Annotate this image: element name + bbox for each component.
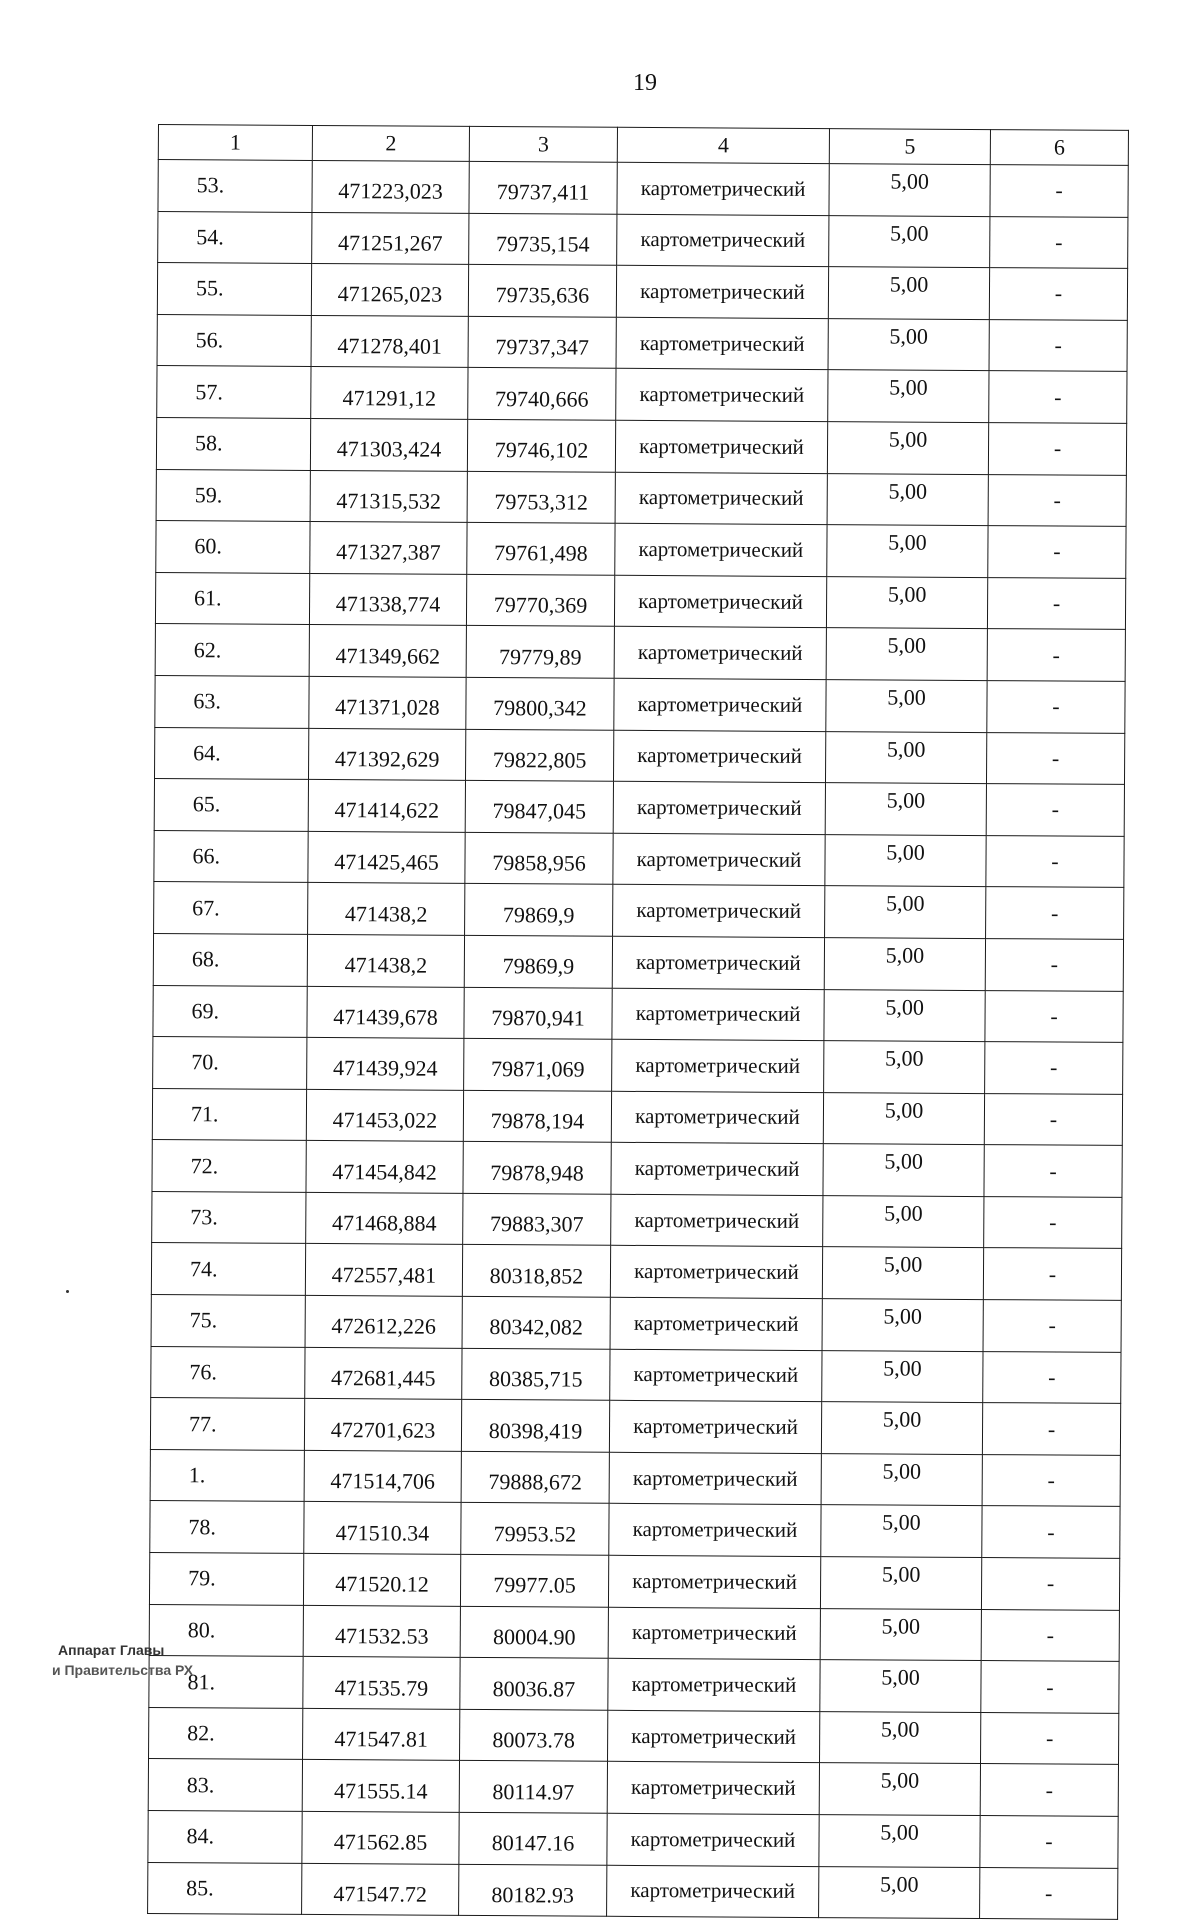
table-row	[157, 314, 1127, 372]
method-cell: картометрический	[616, 369, 828, 422]
y-coordinate-cell: 79878,194	[463, 1090, 611, 1142]
method-cell: картометрический	[607, 1865, 819, 1918]
point-number-cell: 55.	[157, 263, 311, 316]
note-cell: -	[985, 1042, 1123, 1094]
table-row	[154, 779, 1124, 837]
y-coordinate-cell: 80114.97	[459, 1761, 607, 1813]
note-cell: -	[983, 1351, 1121, 1403]
y-coordinate-cell: 79746,102	[467, 419, 615, 471]
point-number-cell: 84.	[148, 1810, 302, 1863]
note-cell: -	[980, 1712, 1118, 1764]
note-cell: -	[984, 1196, 1122, 1248]
y-coordinate-cell: 80182.93	[459, 1864, 607, 1916]
method-cell: картометрический	[611, 1143, 823, 1196]
point-number-cell: 57.	[157, 366, 311, 419]
y-coordinate-cell: 79847,045	[465, 781, 613, 833]
y-coordinate-cell: 79888,672	[461, 1451, 609, 1503]
note-cell: -	[989, 319, 1127, 371]
note-cell: -	[984, 1093, 1122, 1145]
stamp-line-1: Аппарат Главы	[58, 1642, 165, 1658]
table-row	[151, 1295, 1121, 1353]
note-cell: -	[988, 423, 1126, 475]
table-row	[157, 263, 1127, 321]
column-header-1: 1	[158, 125, 312, 161]
method-cell: картометрический	[607, 1813, 819, 1866]
note-cell: -	[990, 216, 1128, 268]
note-cell: -	[980, 1764, 1118, 1816]
table-row	[148, 1810, 1118, 1868]
x-coordinate-cell: 471414,622	[308, 780, 465, 833]
method-cell: картометрический	[616, 265, 828, 318]
accuracy-cell: 5,00	[826, 576, 987, 629]
column-header-4: 4	[617, 127, 829, 163]
note-cell: -	[982, 1506, 1120, 1558]
x-coordinate-cell: 471438,2	[308, 883, 465, 936]
table-row	[149, 1656, 1119, 1714]
table-row	[154, 882, 1124, 940]
point-number-cell: 78.	[150, 1501, 304, 1554]
x-coordinate-cell: 471520.12	[303, 1553, 460, 1606]
accuracy-cell: 5,00	[825, 783, 986, 836]
y-coordinate-cell: 79871,069	[464, 1038, 612, 1090]
method-cell: картометрический	[615, 472, 827, 525]
note-cell: -	[983, 1300, 1121, 1352]
y-coordinate-cell: 79761,498	[467, 523, 615, 575]
table-header-row	[158, 125, 1128, 166]
accuracy-cell: 5,00	[820, 1608, 981, 1661]
accuracy-cell: 5,00	[819, 1866, 980, 1919]
y-coordinate-cell: 79870,941	[464, 987, 612, 1039]
x-coordinate-cell: 471303,424	[310, 418, 467, 471]
accuracy-cell: 5,00	[820, 1557, 981, 1610]
x-coordinate-cell: 471338,774	[309, 573, 466, 626]
table-row	[155, 572, 1125, 630]
y-coordinate-cell: 79737,411	[469, 161, 617, 213]
point-number-cell: 79.	[149, 1553, 303, 1606]
table-row	[151, 1243, 1121, 1301]
accuracy-cell: 5,00	[827, 525, 988, 578]
note-cell: -	[989, 371, 1127, 423]
note-cell: -	[981, 1558, 1119, 1610]
y-coordinate-cell: 80004.90	[460, 1606, 608, 1658]
x-coordinate-cell: 472557,481	[305, 1244, 462, 1297]
accuracy-cell: 5,00	[827, 422, 988, 475]
note-cell: -	[982, 1403, 1120, 1455]
x-coordinate-cell: 471468,884	[306, 1192, 463, 1245]
point-number-cell: 54.	[158, 211, 312, 264]
scan-speck	[66, 1290, 69, 1293]
point-number-cell: 80.	[149, 1604, 303, 1657]
point-number-cell: 85.	[148, 1862, 302, 1915]
x-coordinate-cell: 471510.34	[304, 1502, 461, 1555]
y-coordinate-cell: 80342,082	[462, 1296, 610, 1348]
note-cell: -	[988, 526, 1126, 578]
table-row	[151, 1346, 1121, 1404]
y-coordinate-cell: 79869,9	[464, 935, 612, 987]
x-coordinate-cell: 471425,465	[308, 831, 465, 884]
x-coordinate-cell: 471349,662	[309, 625, 466, 678]
y-coordinate-cell: 79869,9	[465, 884, 613, 936]
note-cell: -	[981, 1661, 1119, 1713]
accuracy-cell: 5,00	[822, 1247, 983, 1300]
note-cell: -	[986, 835, 1124, 887]
accuracy-cell: 5,00	[822, 1299, 983, 1352]
table-row	[154, 830, 1124, 888]
y-coordinate-cell: 80318,852	[462, 1245, 610, 1297]
point-number-cell: 68.	[153, 933, 307, 986]
x-coordinate-cell: 471327,387	[310, 522, 467, 575]
point-number-cell: 75.	[151, 1295, 305, 1348]
accuracy-cell: 5,00	[828, 318, 989, 371]
note-cell: -	[989, 268, 1127, 320]
table-body	[148, 160, 1129, 1920]
note-cell: -	[981, 1609, 1119, 1661]
accuracy-cell: 5,00	[823, 1144, 984, 1197]
method-cell: картометрический	[615, 420, 827, 473]
table-row	[152, 1140, 1122, 1198]
x-coordinate-cell: 471251,267	[312, 212, 469, 265]
method-cell: картометрический	[608, 1710, 820, 1763]
method-cell: картометрический	[611, 1194, 823, 1247]
accuracy-cell: 5,00	[823, 1092, 984, 1145]
point-number-cell: 59.	[156, 469, 310, 522]
x-coordinate-cell: 471547.81	[303, 1708, 460, 1761]
note-cell: -	[986, 887, 1124, 939]
method-cell: картометрический	[614, 575, 826, 628]
y-coordinate-cell: 80073.78	[460, 1709, 608, 1761]
table-row	[152, 1191, 1122, 1249]
table-row	[150, 1449, 1120, 1507]
y-coordinate-cell: 80385,715	[462, 1348, 610, 1400]
table-row	[156, 469, 1126, 527]
accuracy-cell: 5,00	[821, 1505, 982, 1558]
note-cell: -	[986, 784, 1124, 836]
accuracy-cell: 5,00	[826, 628, 987, 681]
stamp-line-2: и Правительства РХ	[52, 1662, 194, 1678]
x-coordinate-cell: 471555.14	[302, 1760, 459, 1813]
x-coordinate-cell: 471547.72	[302, 1863, 459, 1916]
table-row	[155, 675, 1125, 733]
point-number-cell: 69.	[153, 985, 307, 1038]
point-number-cell: 58.	[156, 417, 310, 470]
accuracy-cell: 5,00	[829, 215, 990, 268]
column-header-5: 5	[829, 129, 990, 165]
point-number-cell: 64.	[155, 727, 309, 780]
y-coordinate-cell: 80147.16	[459, 1812, 607, 1864]
x-coordinate-cell: 471371,028	[309, 676, 466, 729]
method-cell: картометрический	[613, 885, 825, 938]
accuracy-cell: 5,00	[821, 1453, 982, 1506]
x-coordinate-cell: 471514,706	[304, 1450, 461, 1503]
table-row	[148, 1759, 1118, 1817]
accuracy-cell: 5,00	[820, 1711, 981, 1764]
table-row	[153, 1037, 1123, 1095]
note-cell: -	[980, 1867, 1118, 1919]
y-coordinate-cell: 79740,666	[468, 368, 616, 420]
accuracy-cell: 5,00	[826, 680, 987, 733]
x-coordinate-cell: 472701,623	[304, 1399, 461, 1452]
accuracy-cell: 5,00	[828, 370, 989, 423]
accuracy-cell: 5,00	[824, 937, 985, 990]
accuracy-cell: 5,00	[828, 267, 989, 320]
method-cell: картометрический	[613, 781, 825, 834]
y-coordinate-cell: 79822,805	[465, 729, 613, 781]
y-coordinate-cell: 80398,419	[461, 1400, 609, 1452]
method-cell: картометрический	[614, 678, 826, 731]
method-cell: картометрический	[609, 1452, 821, 1505]
x-coordinate-cell: 471291,12	[311, 367, 468, 420]
point-number-cell: 65.	[154, 779, 308, 832]
accuracy-cell: 5,00	[825, 731, 986, 784]
point-number-cell: 53.	[158, 160, 312, 213]
method-cell: картометрический	[614, 627, 826, 680]
accuracy-cell: 5,00	[825, 886, 986, 939]
method-cell: картометрический	[610, 1297, 822, 1350]
x-coordinate-cell: 471438,2	[307, 934, 464, 987]
method-cell: картометрический	[613, 833, 825, 886]
x-coordinate-cell: 471392,629	[308, 728, 465, 781]
y-coordinate-cell: 79753,312	[467, 471, 615, 523]
x-coordinate-cell: 471532.53	[303, 1605, 460, 1658]
method-cell: картометрический	[617, 214, 829, 267]
y-coordinate-cell: 79770,369	[466, 574, 614, 626]
table-row	[155, 624, 1125, 682]
y-coordinate-cell: 79858,956	[465, 832, 613, 884]
table-row	[156, 521, 1126, 579]
point-number-cell: 62.	[155, 624, 309, 677]
x-coordinate-cell: 471315,532	[310, 470, 467, 523]
point-number-cell: 76.	[151, 1346, 305, 1399]
y-coordinate-cell: 79737,347	[468, 316, 616, 368]
column-header-6: 6	[990, 130, 1128, 166]
method-cell: картометрический	[612, 1039, 824, 1092]
method-cell: картометрический	[617, 162, 829, 215]
method-cell: картометрический	[613, 730, 825, 783]
x-coordinate-cell: 471278,401	[311, 315, 468, 368]
method-cell: картометрический	[615, 523, 827, 576]
y-coordinate-cell: 79883,307	[463, 1193, 611, 1245]
table-row	[152, 1088, 1122, 1146]
y-coordinate-cell: 80036.87	[460, 1658, 608, 1710]
table-row	[153, 985, 1123, 1043]
point-number-cell: 70.	[153, 1037, 307, 1090]
table-row	[156, 417, 1126, 475]
point-number-cell: 82.	[149, 1707, 303, 1760]
method-cell: картометрический	[609, 1401, 821, 1454]
table-row	[149, 1707, 1119, 1765]
point-number-cell: 74.	[151, 1243, 305, 1296]
point-number-cell: 61.	[155, 572, 309, 625]
point-number-cell: 77.	[150, 1398, 304, 1451]
note-cell: -	[982, 1454, 1120, 1506]
table-row	[149, 1553, 1119, 1611]
point-number-cell: 71.	[152, 1088, 306, 1141]
x-coordinate-cell: 471223,023	[312, 160, 469, 213]
x-coordinate-cell: 471265,023	[311, 264, 468, 317]
x-coordinate-cell: 472681,445	[305, 1347, 462, 1400]
table-row	[148, 1862, 1118, 1920]
accuracy-cell: 5,00	[823, 1195, 984, 1248]
accuracy-cell: 5,00	[822, 1350, 983, 1403]
y-coordinate-cell: 79800,342	[466, 677, 614, 729]
point-number-cell: 63.	[155, 675, 309, 728]
accuracy-cell: 5,00	[819, 1815, 980, 1868]
accuracy-cell: 5,00	[829, 164, 990, 217]
accuracy-cell: 5,00	[819, 1763, 980, 1816]
note-cell: -	[987, 577, 1125, 629]
x-coordinate-cell: 471439,924	[307, 1038, 464, 1091]
point-number-cell: 60.	[156, 521, 310, 574]
method-cell: картометрический	[612, 988, 824, 1041]
page-number: 19	[633, 70, 657, 96]
table-row	[150, 1398, 1120, 1456]
table-row	[158, 160, 1128, 218]
method-cell: картометрический	[611, 1091, 823, 1144]
stamp	[52, 1640, 194, 1680]
note-cell: -	[985, 990, 1123, 1042]
y-coordinate-cell: 79953.52	[461, 1503, 609, 1555]
table-row	[158, 211, 1128, 269]
point-number-cell: 66.	[154, 830, 308, 883]
table-row	[157, 366, 1127, 424]
method-cell: картометрический	[612, 936, 824, 989]
accuracy-cell: 5,00	[820, 1660, 981, 1713]
accuracy-cell: 5,00	[825, 834, 986, 887]
note-cell: -	[984, 1145, 1122, 1197]
method-cell: картометрический	[607, 1762, 819, 1815]
column-header-2: 2	[312, 125, 469, 161]
note-cell: -	[990, 165, 1128, 217]
y-coordinate-cell: 79735,154	[469, 213, 617, 265]
accuracy-cell: 5,00	[824, 1041, 985, 1094]
method-cell: картометрический	[610, 1349, 822, 1402]
note-cell: -	[980, 1816, 1118, 1868]
method-cell: картометрический	[608, 1658, 820, 1711]
point-number-cell: 81.	[149, 1656, 303, 1709]
point-number-cell: 73.	[152, 1191, 306, 1244]
x-coordinate-cell: 471454,842	[306, 1141, 463, 1194]
y-coordinate-cell: 79878,948	[463, 1142, 611, 1194]
y-coordinate-cell: 79779,89	[466, 626, 614, 678]
accuracy-cell: 5,00	[824, 989, 985, 1042]
x-coordinate-cell: 471562.85	[302, 1811, 459, 1864]
point-number-cell: 56.	[157, 314, 311, 367]
method-cell: картометрический	[610, 1246, 822, 1299]
accuracy-cell: 5,00	[821, 1402, 982, 1455]
accuracy-cell: 5,00	[827, 473, 988, 526]
x-coordinate-cell: 472612,226	[305, 1295, 462, 1348]
method-cell: картометрический	[616, 317, 828, 370]
y-coordinate-cell: 79977.05	[460, 1554, 608, 1606]
table-row	[155, 727, 1125, 785]
y-coordinate-cell: 79735,636	[468, 265, 616, 317]
point-number-cell: 83.	[148, 1759, 302, 1812]
x-coordinate-cell: 471535.79	[303, 1657, 460, 1710]
x-coordinate-cell: 471439,678	[307, 986, 464, 1039]
note-cell: -	[986, 732, 1124, 784]
method-cell: картометрический	[608, 1555, 820, 1608]
method-cell: картометрический	[609, 1504, 821, 1557]
note-cell: -	[983, 1248, 1121, 1300]
point-number-cell: 67.	[154, 882, 308, 935]
note-cell: -	[988, 474, 1126, 526]
table-row	[149, 1604, 1119, 1662]
column-header-3: 3	[469, 126, 617, 162]
note-cell: -	[987, 681, 1125, 733]
point-number-cell: 1.	[150, 1449, 304, 1502]
note-cell: -	[987, 629, 1125, 681]
note-cell: -	[985, 938, 1123, 990]
method-cell: картометрический	[608, 1607, 820, 1660]
table-row	[150, 1501, 1120, 1559]
table-row	[153, 933, 1123, 991]
coordinates-table	[147, 124, 1129, 1920]
x-coordinate-cell: 471453,022	[306, 1089, 463, 1142]
point-number-cell: 72.	[152, 1140, 306, 1193]
